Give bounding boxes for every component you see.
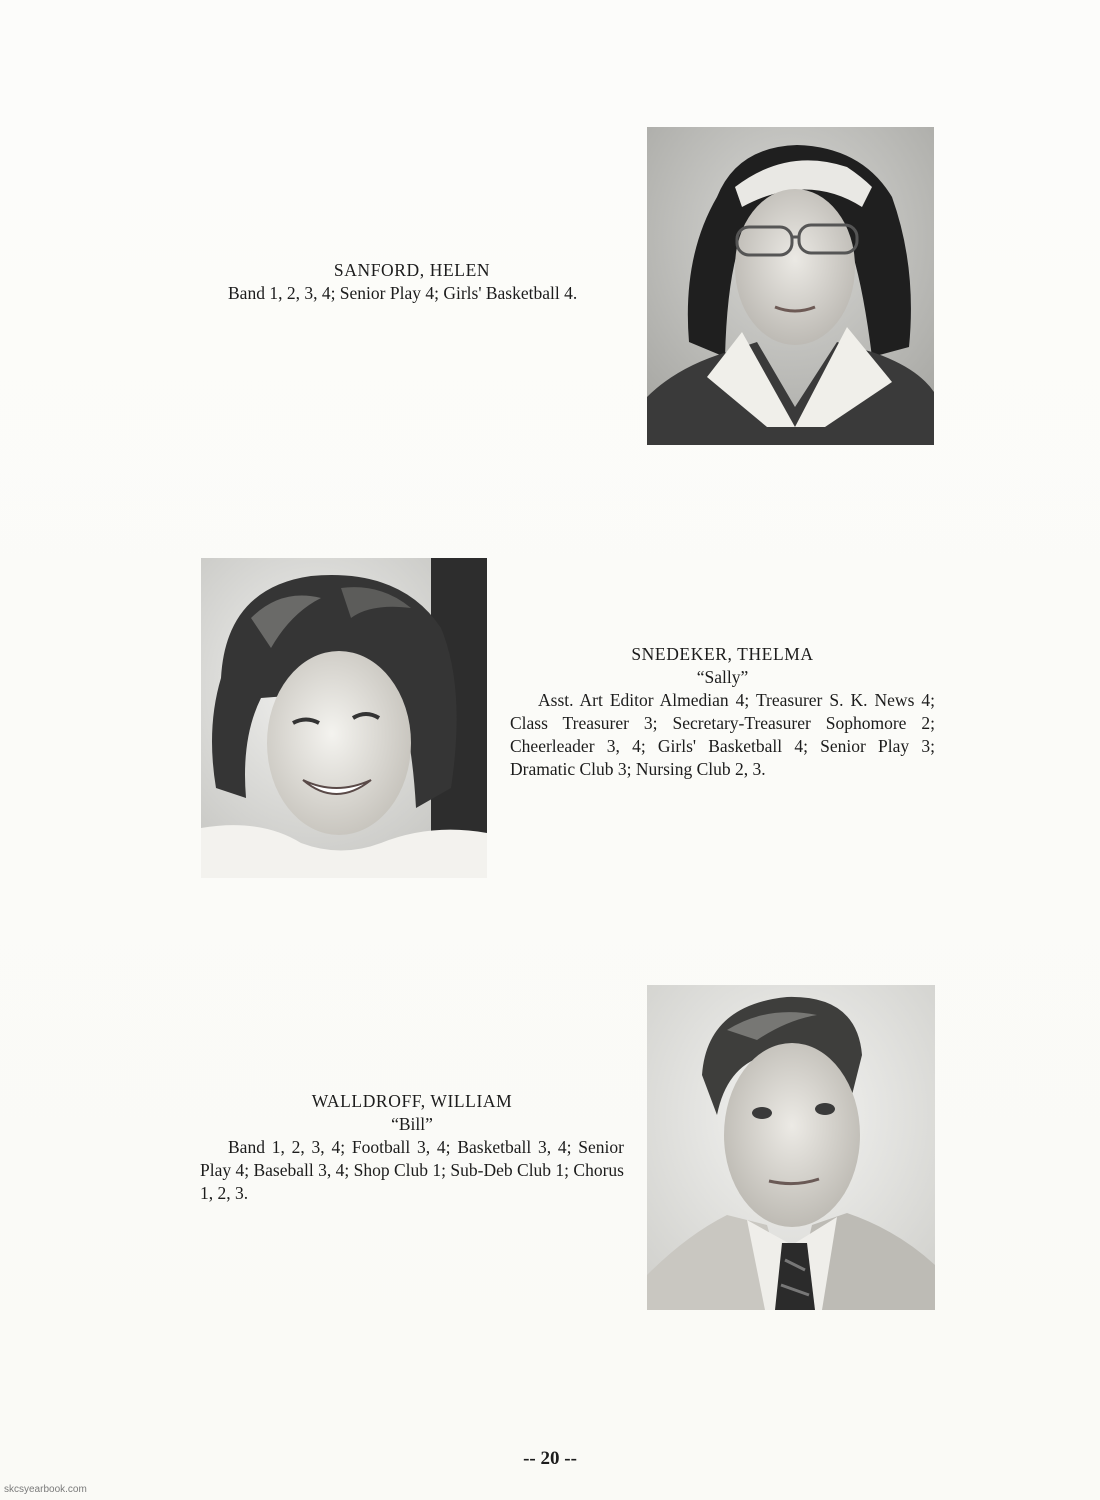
student-activities: Band 1, 2, 3, 4; Senior Play 4; Girls' Basketball 4. <box>228 283 578 303</box>
site-watermark: skcsyearbook.com <box>4 1484 87 1495</box>
page-number: -- 20 -- <box>523 1448 577 1469</box>
portrait-photo-sanford <box>647 127 934 445</box>
student-entry-sanford <box>200 259 624 305</box>
student-entry-walldroff <box>200 1090 624 1205</box>
student-activities: Asst. Art Editor Almedian 4; Treasurer S. K. News 4; Class Treasurer 3; Secretary-Treasurer Sophomore 2; Cheerleader 3, 4; Girls' Basketball 4; Senior Play 3; Dramatic Club 3; Nursing Club 2, 3. <box>510 690 935 779</box>
student-name: SANFORD, HELEN <box>333 260 491 280</box>
student-activities: Band 1, 2, 3, 4; Football 3, 4; Basketball 3, 4; Senior Play 4; Baseball 3, 4; Shop Club 1; Sub-Deb Club 1; Chorus 1, 2, 3. <box>200 1137 624 1203</box>
student-name: SNEDEKER, THELMA <box>631 644 814 664</box>
student-nickname: “Sally” <box>696 667 749 687</box>
student-nickname: “Bill” <box>391 1114 433 1134</box>
student-entry-snedeker <box>510 643 935 781</box>
student-name: WALLDROFF, WILLIAM <box>311 1091 513 1111</box>
portrait-photo-walldroff <box>647 985 935 1310</box>
portrait-photo-snedeker <box>201 558 487 878</box>
